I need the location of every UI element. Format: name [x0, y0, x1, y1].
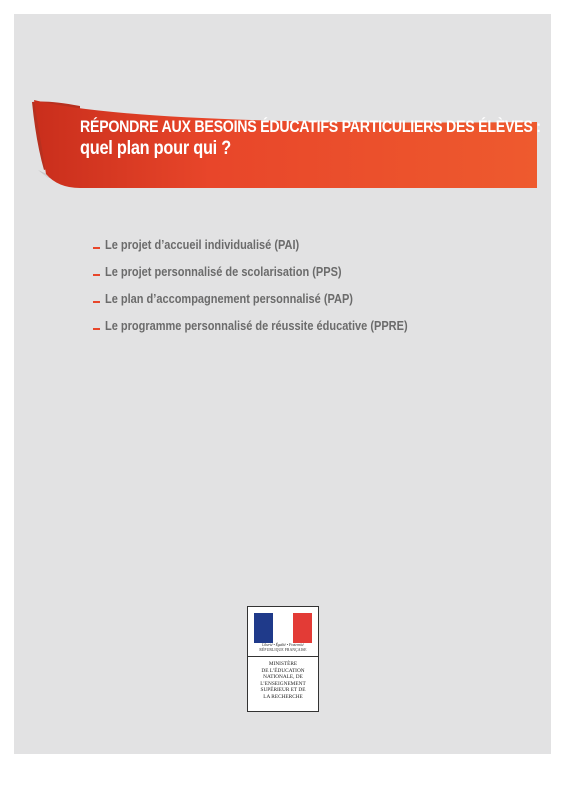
page-title — [80, 117, 541, 159]
title-line-2: quel plan pour qui ? — [80, 138, 231, 159]
list-item-label: Le projet d’accueil individualisé (PAI) — [105, 237, 300, 252]
ministry-line: L’ENSEIGNEMENT — [260, 680, 306, 687]
ministry-line: DE L’ÉDUCATION — [261, 667, 305, 674]
list-item-label: Le projet personnalisé de scolarisation (PPS) — [105, 264, 342, 279]
ministry-line: NATIONALE, DE — [263, 674, 303, 681]
dash-icon — [93, 247, 100, 249]
title-line-1: RÉPONDRE AUX BESOINS ÉDUCATIFS PARTICULIERS DES ÉLÈVES : — [80, 118, 541, 136]
ministry-line: LA RECHERCHE — [263, 693, 303, 700]
logo-republic: RÉPUBLIQUE FRANÇAISE — [259, 648, 307, 652]
list-item — [93, 258, 449, 285]
dash-icon — [93, 328, 100, 330]
dash-icon — [93, 274, 100, 276]
logo-divider — [248, 656, 318, 657]
ministry-line: MINISTÈRE — [268, 661, 298, 667]
ministry-name — [250, 661, 316, 701]
ministry-logo — [247, 606, 319, 712]
list-item — [93, 312, 449, 339]
ministry-line: SUPÉRIEUR ET DE — [260, 687, 306, 694]
dash-icon — [93, 301, 100, 303]
list-item — [93, 231, 449, 258]
logo-motto: Liberté • Égalité • Fraternité — [262, 643, 304, 647]
list-item-label: Le programme personnalisé de réussite éducative (PPRE) — [105, 318, 408, 333]
list-item — [93, 285, 449, 312]
french-flag-icon — [254, 613, 312, 643]
list-item-label: Le plan d’accompagnement personnalisé (PAP) — [105, 291, 353, 306]
plan-list — [93, 231, 449, 339]
